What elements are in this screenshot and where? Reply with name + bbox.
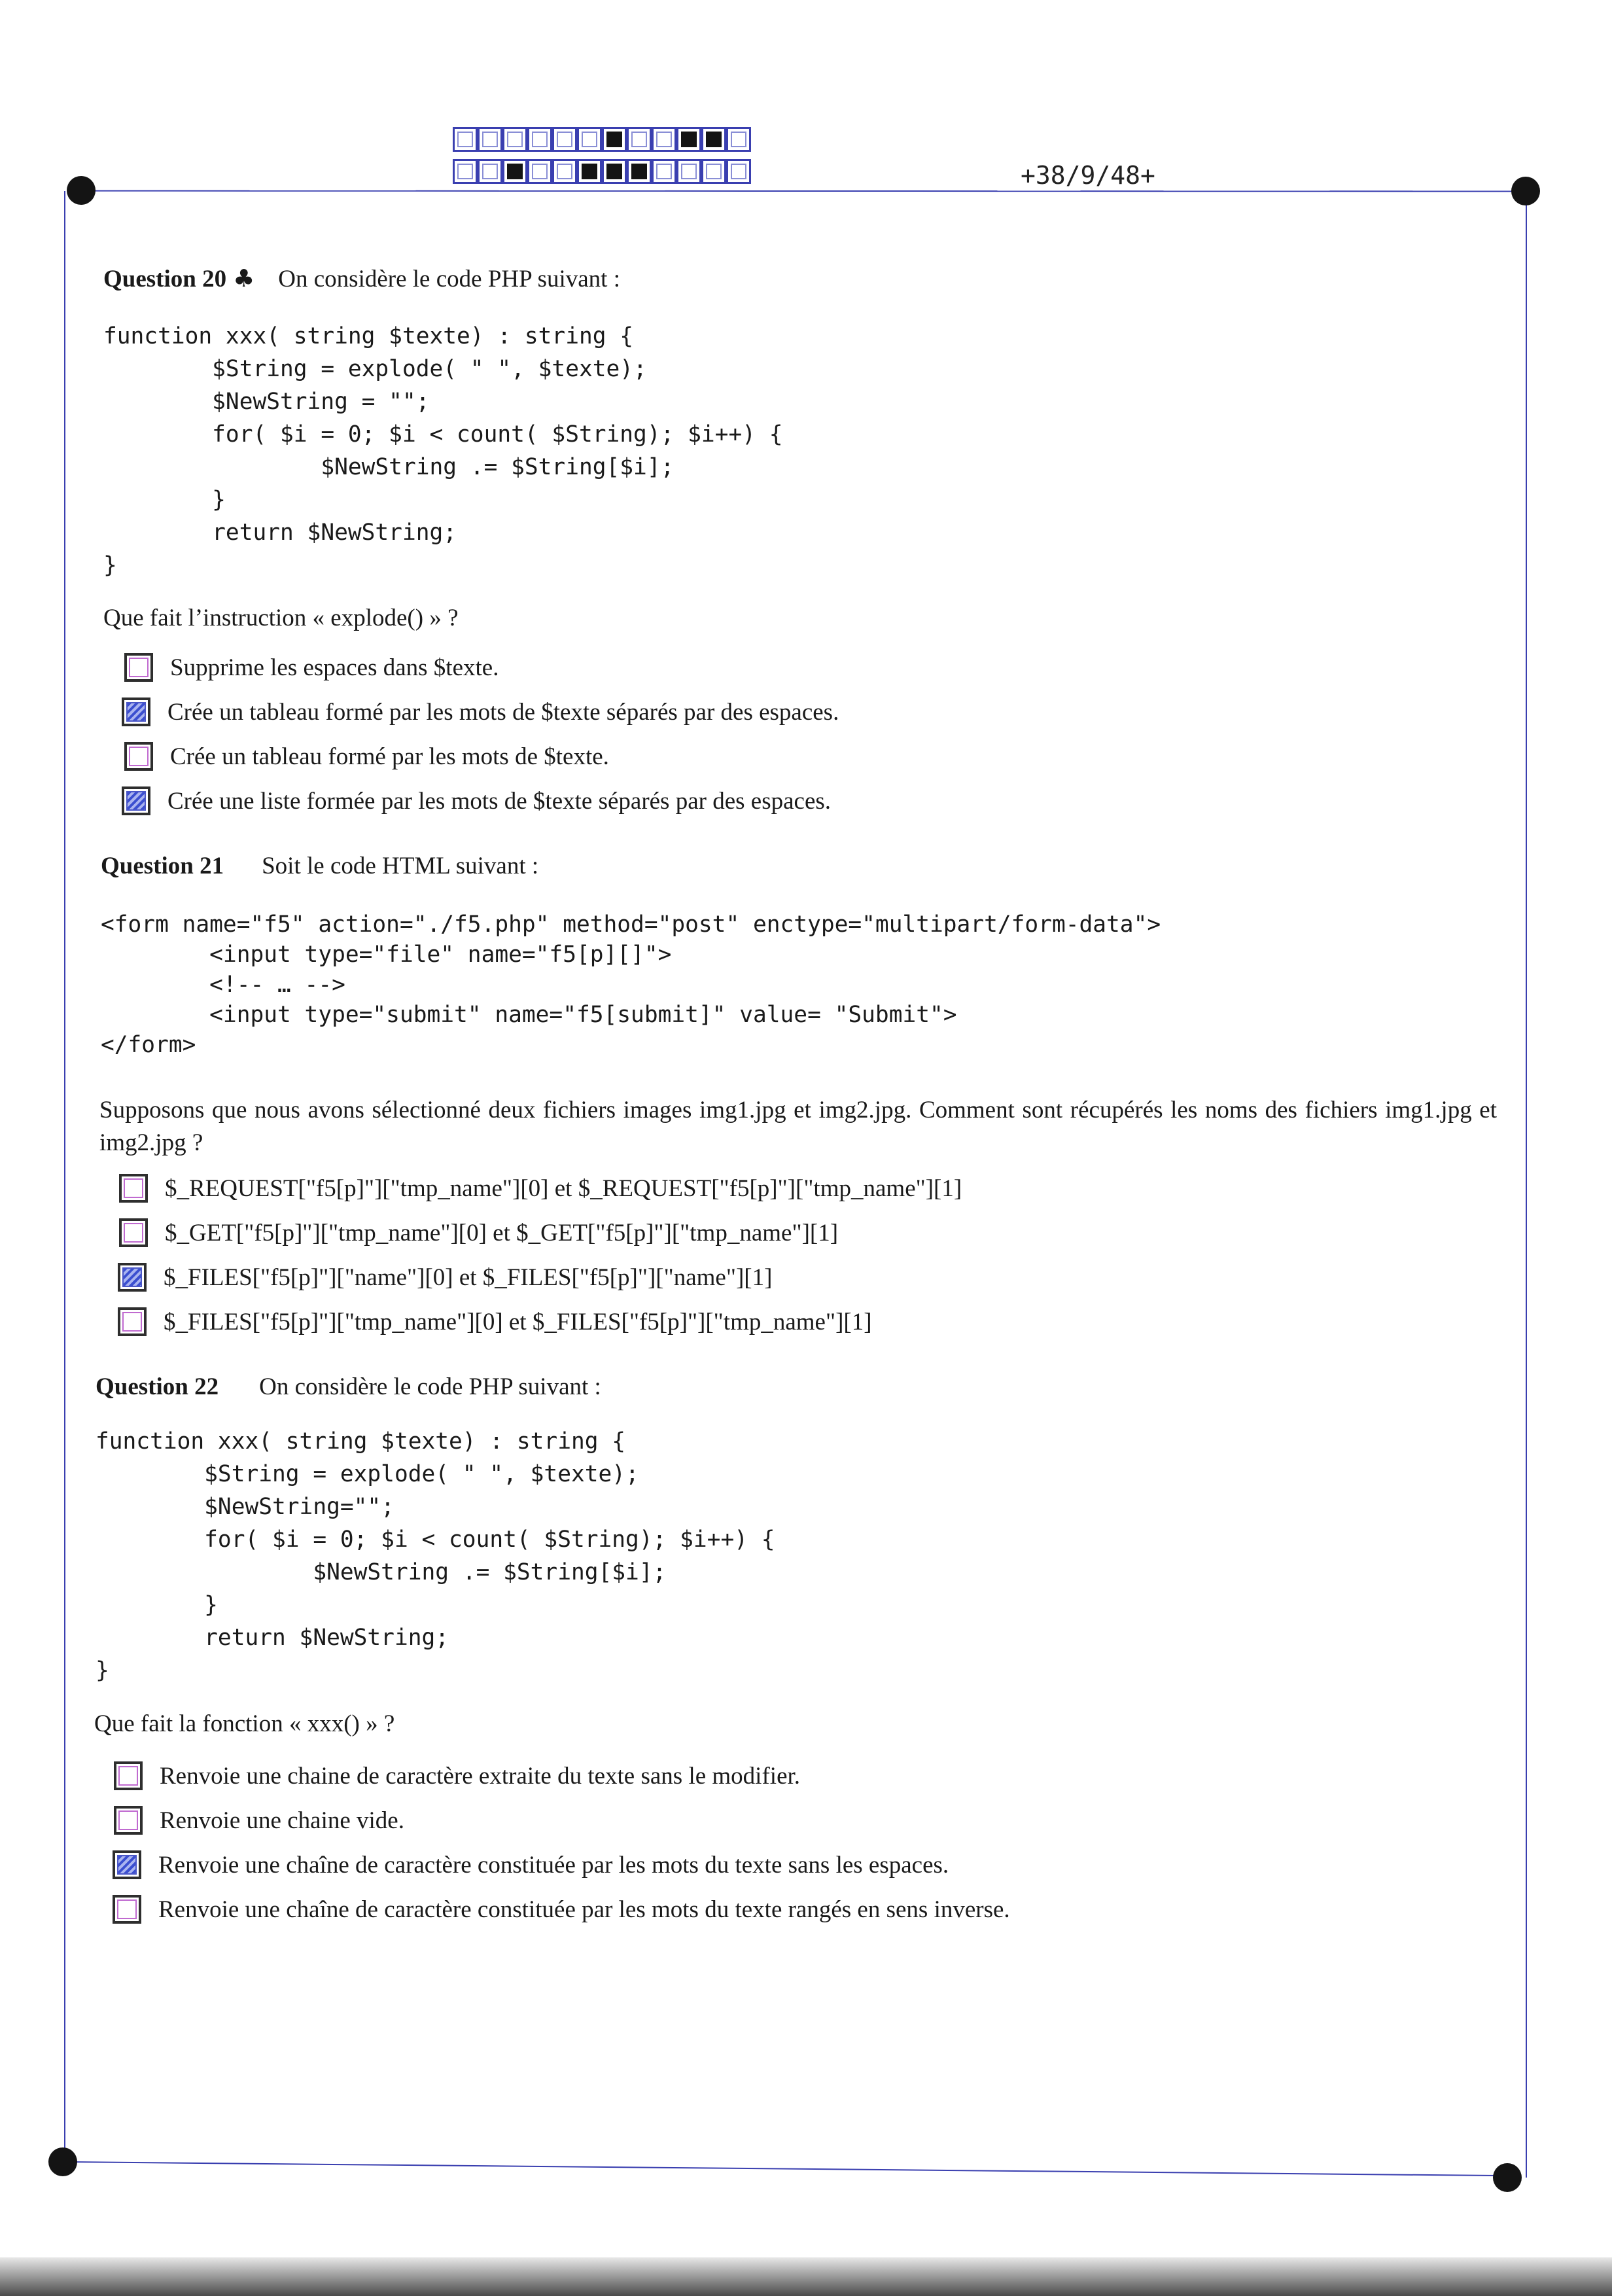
answer-text: Renvoie une chaine de caractère extraite du texte sans le modifier. xyxy=(160,1762,801,1790)
barcode-cell xyxy=(527,127,552,152)
barcode-cell xyxy=(453,127,478,152)
question-21-answer-3[interactable] xyxy=(118,1263,772,1292)
corner-mark-bottom-left xyxy=(48,2147,77,2176)
barcode-cell xyxy=(602,159,627,184)
barcode-cell xyxy=(527,159,552,184)
checkbox[interactable] xyxy=(124,742,153,771)
checkbox[interactable] xyxy=(122,786,150,815)
barcode-cell xyxy=(726,159,751,184)
corner-mark-bottom-right xyxy=(1493,2163,1522,2192)
barcode-cell xyxy=(701,159,726,184)
answer-text: Renvoie une chaîne de caractère constituée par les mots du texte rangés en sens inverse. xyxy=(158,1896,1010,1923)
barcode-cell xyxy=(652,127,676,152)
frame-bottom-border xyxy=(63,2161,1507,2176)
question-21-answer-4[interactable] xyxy=(118,1307,872,1336)
club-icon: ♣ xyxy=(233,264,255,292)
barcode-cell xyxy=(577,127,602,152)
question-20-code: function xxx( string $texte) : string { $String = explode( " ", $texte); $NewString = ""; for( $i = 0; $i < count( $String); $i++) { $NewString .= $String[$i]; } return $NewString; } xyxy=(103,323,783,578)
question-label: Question 20 xyxy=(103,266,227,292)
answer-text: $_REQUEST["f5[p]"]["tmp_name"][0] et $_REQUEST["f5[p]"]["tmp_name"][1] xyxy=(165,1174,962,1202)
checkbox[interactable] xyxy=(122,698,150,726)
question-21-prompt: Supposons que nous avons sélectionné deux fichiers images img1.jpg et img2.jpg. Comment sont récupérés les noms des fichiers img1.jpg et img2.jpg ? xyxy=(99,1097,1497,1156)
barcode-cell xyxy=(502,127,527,152)
barcode-cell xyxy=(552,127,577,152)
question-21-answer-2[interactable] xyxy=(119,1218,838,1247)
frame-top-border xyxy=(80,190,1526,192)
answer-text: Renvoie une chaîne de caractère constituée par les mots du texte sans les espaces. xyxy=(158,1851,949,1879)
question-22-answer-4[interactable] xyxy=(113,1895,1010,1924)
question-22-answer-3[interactable] xyxy=(113,1850,949,1879)
answer-text: Crée un tableau formé par les mots de $texte séparés par des espaces. xyxy=(167,698,839,726)
frame-right-border xyxy=(1526,191,1527,2178)
checkbox[interactable] xyxy=(114,1761,143,1790)
barcode-cell xyxy=(627,159,652,184)
answer-text: $_GET["f5[p]"]["tmp_name"][0] et $_GET["f5[p]"]["tmp_name"][1] xyxy=(165,1219,839,1246)
frame-left-border xyxy=(64,191,65,2162)
barcode-cell xyxy=(701,127,726,152)
question-22-code: function xxx( string $texte) : string { $String = explode( " ", $texte); $NewString=""; for( $i = 0; $i < count( $String); $i++) { $NewString .= $String[$i]; } return $NewString; } xyxy=(96,1428,775,1684)
barcode-cell xyxy=(726,127,751,152)
question-20-header xyxy=(103,264,620,293)
question-22-answer-1[interactable] xyxy=(114,1761,800,1790)
answer-text: Crée une liste formée par les mots de $texte séparés par des espaces. xyxy=(167,787,832,815)
checkbox[interactable] xyxy=(113,1850,141,1879)
id-barcode-row-1 xyxy=(453,127,751,152)
question-20-answer-4[interactable] xyxy=(122,786,831,815)
barcode-cell xyxy=(502,159,527,184)
barcode-cell xyxy=(552,159,577,184)
question-intro: On considère le code PHP suivant : xyxy=(278,266,620,292)
question-22-header xyxy=(96,1373,601,1401)
barcode-cell xyxy=(676,159,701,184)
barcode-cell xyxy=(577,159,602,184)
barcode-cell xyxy=(478,127,502,152)
barcode-cell xyxy=(602,127,627,152)
question-intro: On considère le code PHP suivant : xyxy=(259,1373,601,1400)
answer-text: Renvoie une chaine vide. xyxy=(160,1807,404,1834)
question-20-answer-2[interactable] xyxy=(122,698,839,726)
checkbox[interactable] xyxy=(119,1174,148,1203)
question-21-answer-1[interactable] xyxy=(119,1174,962,1203)
question-22-answer-2[interactable] xyxy=(114,1806,404,1835)
checkbox[interactable] xyxy=(119,1218,148,1247)
barcode-cell xyxy=(453,159,478,184)
question-label: Question 21 xyxy=(101,853,224,879)
question-21-code: <form name="f5" action="./f5.php" method="post" enctype="multipart/form-data"> <input type="file" name="f5[p][]"> <!-- … --> <input type="submit" name="f5[submit]" value= "Submit"> </form> xyxy=(101,911,1161,1058)
checkbox[interactable] xyxy=(118,1307,147,1336)
question-intro: Soit le code HTML suivant : xyxy=(262,853,539,879)
barcode-cell xyxy=(652,159,676,184)
answer-text: Crée un tableau formé par les mots de $texte. xyxy=(170,743,609,770)
corner-mark-top-right xyxy=(1511,177,1540,205)
id-barcode-row-2 xyxy=(453,159,751,184)
answer-text: Supprime les espaces dans $texte. xyxy=(170,654,499,681)
answer-text: $_FILES["f5[p]"]["name"][0] et $_FILES["f5[p]"]["name"][1] xyxy=(164,1263,773,1291)
copy-id-code: +38/9/48+ xyxy=(1021,161,1155,190)
scan-edge-shadow xyxy=(0,2257,1612,2296)
question-21-header xyxy=(101,852,538,880)
checkbox[interactable] xyxy=(118,1263,147,1292)
barcode-cell xyxy=(478,159,502,184)
answer-text: $_FILES["f5[p]"]["tmp_name"][0] et $_FILES["f5[p]"]["tmp_name"][1] xyxy=(164,1308,872,1335)
corner-mark-top-left xyxy=(67,176,96,205)
checkbox[interactable] xyxy=(114,1806,143,1835)
question-22-prompt: Que fait la fonction « xxx() » ? xyxy=(94,1710,395,1737)
barcode-cell xyxy=(676,127,701,152)
checkbox[interactable] xyxy=(113,1895,141,1924)
question-20-answer-1[interactable] xyxy=(124,653,499,682)
barcode-cell xyxy=(627,127,652,152)
question-20-answer-3[interactable] xyxy=(124,742,609,771)
question-label: Question 22 xyxy=(96,1373,219,1400)
checkbox[interactable] xyxy=(124,653,153,682)
question-20-prompt: Que fait l’instruction « explode() » ? xyxy=(103,605,459,631)
